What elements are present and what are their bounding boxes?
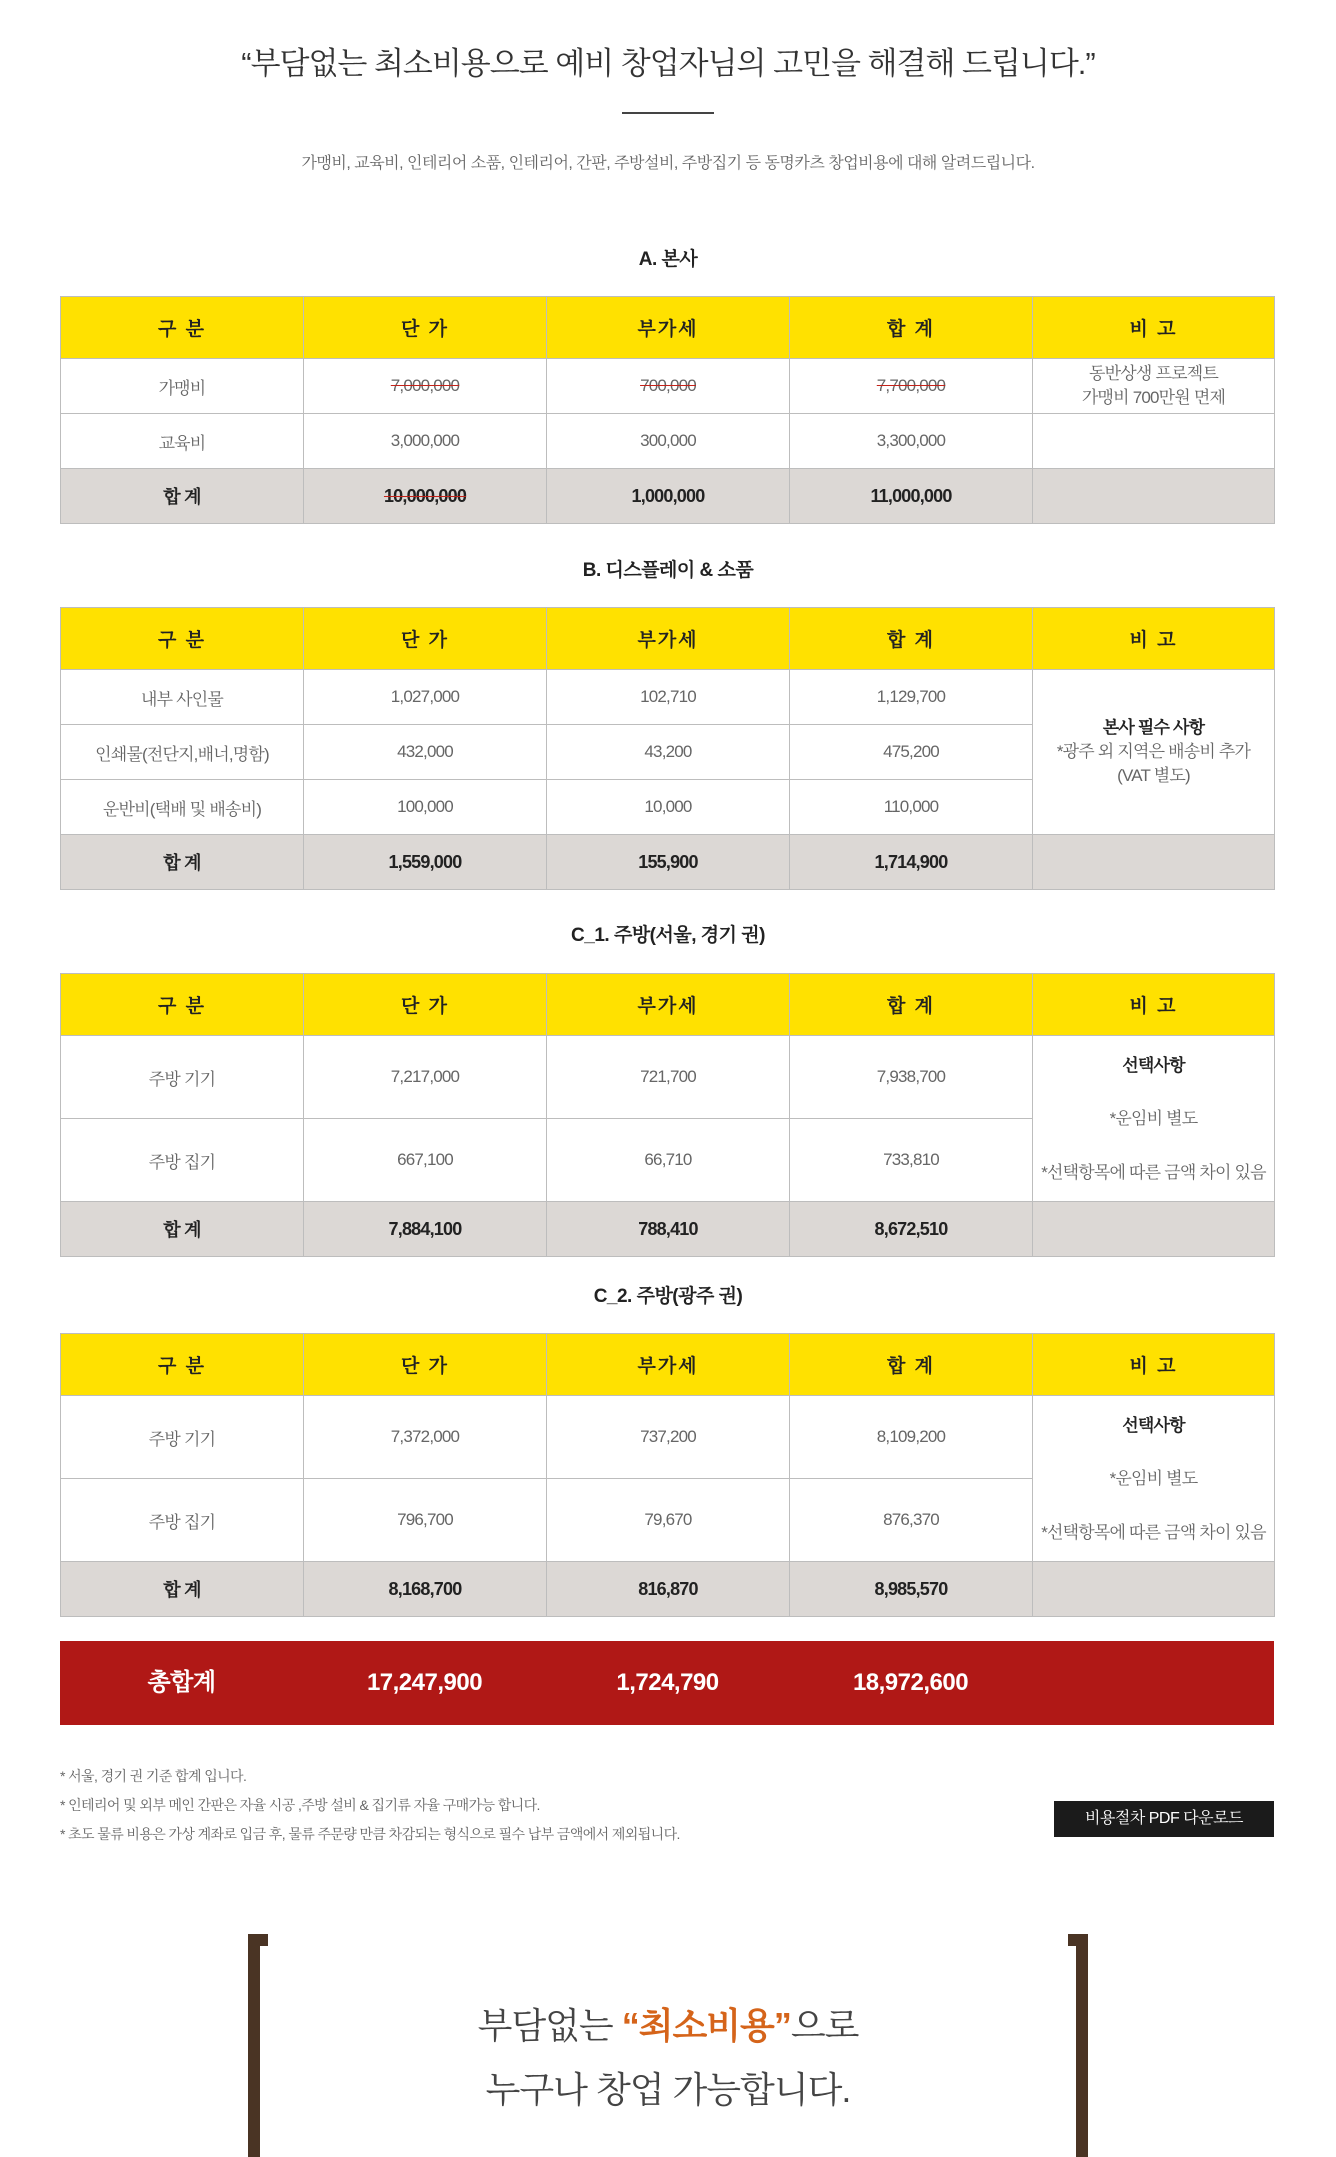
footnote-item: * 인테리어 및 외부 메인 간판은 자율 시공 ,주방 설비 & 집기류 자율 구매가능 합니다. (60, 1797, 540, 1813)
hero-quote: “부담없는 최소비용으로 예비 창업자님의 고민을 해결해 드립니다.” (241, 46, 1095, 81)
note-line: *운임비 별도 (1109, 1108, 1198, 1128)
footnotes (60, 1762, 680, 1849)
row-vat: 66,710 (547, 1119, 790, 1202)
col-header-total: 합 계 (790, 1334, 1033, 1396)
sum-label: 합 계 (61, 1202, 304, 1257)
col-header-unit-price: 단 가 (304, 608, 547, 670)
row-unit-price: 796,700 (304, 1479, 547, 1562)
row-total: 8,109,200 (790, 1396, 1033, 1479)
row-total: 876,370 (790, 1479, 1033, 1562)
row-unit-price: 7,372,000 (304, 1396, 547, 1479)
sum-row (61, 835, 1275, 890)
row-label: 인쇄물(전단지,배너,명함) (61, 725, 304, 780)
note-line: 가맹비 700만원 면제 (1081, 388, 1226, 407)
row-unit-price: 7,217,000 (304, 1036, 547, 1119)
row-vat: 43,200 (547, 725, 790, 780)
note-title: 선택사항 (1122, 1055, 1185, 1075)
sum-total: 8,672,510 (790, 1202, 1033, 1257)
grand-total-total: 18,972,600 (852, 1669, 969, 1696)
sum-unit-price: 1,559,000 (304, 835, 547, 890)
pdf-download-button[interactable]: 비용절차 PDF 다운로드 (1054, 1801, 1274, 1837)
col-header-category: 구 분 (61, 297, 304, 359)
row-label: 교육비 (61, 414, 304, 469)
col-header-category: 구 분 (61, 608, 304, 670)
cost-table-b (60, 607, 1275, 890)
table-row (61, 414, 1275, 469)
col-header-unit-price: 단 가 (304, 1334, 547, 1396)
row-vat: 102,710 (547, 670, 790, 725)
grand-total-label: 총합계 (147, 1669, 216, 1696)
col-header-note: 비 고 (1033, 608, 1275, 670)
row-note (1033, 414, 1275, 469)
row-total: 110,000 (790, 780, 1033, 835)
sum-note (1033, 835, 1275, 890)
sum-note (1033, 1562, 1275, 1617)
sum-label: 합 계 (61, 1562, 304, 1617)
col-header-note: 비 고 (1033, 297, 1275, 359)
sum-row (61, 1562, 1275, 1617)
row-vat: 721,700 (547, 1036, 790, 1119)
sum-note (1033, 469, 1275, 524)
closing-message (0, 1994, 1336, 2122)
sum-total: 8,985,570 (790, 1562, 1033, 1617)
note-line: *선택항목에 따른 금액 차이 있음 (1041, 1522, 1266, 1542)
row-unit-price: 667,100 (304, 1119, 547, 1202)
sum-unit-price: 8,168,700 (304, 1562, 547, 1617)
sum-vat: 1,000,000 (547, 469, 790, 524)
row-total: 1,129,700 (790, 670, 1033, 725)
row-label: 가맹비 (61, 359, 304, 414)
row-total: 475,200 (790, 725, 1033, 780)
col-header-note: 비 고 (1033, 974, 1275, 1036)
row-label: 주방 집기 (61, 1119, 304, 1202)
row-vat: 10,000 (547, 780, 790, 835)
note-line: *선택항목에 따른 금액 차이 있음 (1041, 1162, 1266, 1182)
row-label: 주방 집기 (61, 1479, 304, 1562)
col-header-vat: 부가세 (547, 608, 790, 670)
col-header-note: 비 고 (1033, 1334, 1275, 1396)
row-total: 7,938,700 (790, 1036, 1033, 1119)
sum-unit-price: 10,000,000 (304, 469, 547, 524)
row-unit-price: 1,027,000 (304, 670, 547, 725)
section-title-c2: C_2. 주방(광주 권) (593, 1286, 743, 1307)
row-vat: 700,000 (547, 359, 790, 414)
sum-vat: 155,900 (547, 835, 790, 890)
sum-total: 1,714,900 (790, 835, 1033, 890)
col-header-vat: 부가세 (547, 1334, 790, 1396)
section-title-a: A. 본사 (638, 249, 698, 270)
col-header-category: 구 분 (61, 974, 304, 1036)
col-header-total: 합 계 (790, 974, 1033, 1036)
table-row (61, 1036, 1275, 1119)
row-label: 주방 기기 (61, 1396, 304, 1479)
row-vat: 300,000 (547, 414, 790, 469)
table-row (61, 670, 1275, 725)
row-vat: 737,200 (547, 1396, 790, 1479)
table-row (61, 359, 1275, 414)
sum-vat: 816,870 (547, 1562, 790, 1617)
closing-text: 으로 (790, 2005, 859, 2046)
sum-row (61, 1202, 1275, 1257)
hero-divider (622, 112, 714, 114)
row-total: 733,810 (790, 1119, 1033, 1202)
col-header-vat: 부가세 (547, 974, 790, 1036)
col-header-category: 구 분 (61, 1334, 304, 1396)
col-header-unit-price: 단 가 (304, 297, 547, 359)
sum-label: 합 계 (61, 469, 304, 524)
section-title-c1: C_1. 주방(서울, 경기 권) (571, 925, 765, 946)
col-header-total: 합 계 (790, 608, 1033, 670)
note-title: 본사 필수 사항 (1102, 718, 1205, 737)
cost-table-a (60, 296, 1275, 524)
row-note (1033, 1396, 1275, 1562)
row-total: 3,300,000 (790, 414, 1033, 469)
sum-row (61, 469, 1275, 524)
grand-total-bar (60, 1641, 1274, 1725)
closing-line-2: 누구나 창업 가능합니다. (485, 2069, 851, 2110)
section-title-b: B. 디스플레이 & 소품 (582, 560, 754, 581)
note-line: 동반상생 프로젝트 (1089, 364, 1218, 383)
grand-total-vat: 1,724,790 (616, 1669, 719, 1696)
row-label: 운반비(택배 및 배송비) (61, 780, 304, 835)
row-vat: 79,670 (547, 1479, 790, 1562)
closing-line-1 (0, 1994, 1336, 2058)
row-unit-price: 3,000,000 (304, 414, 547, 469)
row-label: 주방 기기 (61, 1036, 304, 1119)
sum-total: 11,000,000 (790, 469, 1033, 524)
row-unit-price: 432,000 (304, 725, 547, 780)
note-title: 선택사항 (1122, 1415, 1185, 1435)
row-note (1033, 670, 1275, 835)
sum-unit-price: 7,884,100 (304, 1202, 547, 1257)
cost-table-c2 (60, 1333, 1275, 1617)
col-header-vat: 부가세 (547, 297, 790, 359)
row-note (1033, 359, 1275, 414)
closing-text: 부담없는 (477, 2005, 622, 2046)
sum-vat: 788,410 (547, 1202, 790, 1257)
cost-table-c1 (60, 973, 1275, 1257)
closing-highlight: “최소비용” (621, 2005, 791, 2046)
row-label: 내부 사인물 (61, 670, 304, 725)
grand-total-unit-price: 17,247,900 (366, 1669, 483, 1696)
note-text: *광주 외 지역은 배송비 추가 (VAT 별도) (1056, 742, 1251, 785)
table-row (61, 1396, 1275, 1479)
row-total: 7,700,000 (790, 359, 1033, 414)
row-unit-price: 100,000 (304, 780, 547, 835)
note-line: *운임비 별도 (1109, 1468, 1198, 1488)
sum-label: 합 계 (61, 835, 304, 890)
row-note (1033, 1036, 1275, 1202)
hero-subtitle: 가맹비, 교육비, 인테리어 소품, 인테리어, 간판, 주방설비, 주방집기 등 동명카츠 창업비용에 대해 알려드립니다. (301, 155, 1035, 172)
col-header-unit-price: 단 가 (304, 974, 547, 1036)
footnote-item: * 서울, 경기 권 기준 합계 입니다. (60, 1768, 247, 1784)
footnote-item: * 초도 물류 비용은 가상 계좌로 입금 후, 물류 주문량 만큼 차감되는 형식으로 필수 납부 금액에서 제외됩니다. (60, 1826, 680, 1842)
row-unit-price: 7,000,000 (304, 359, 547, 414)
col-header-total: 합 계 (790, 297, 1033, 359)
sum-note (1033, 1202, 1275, 1257)
